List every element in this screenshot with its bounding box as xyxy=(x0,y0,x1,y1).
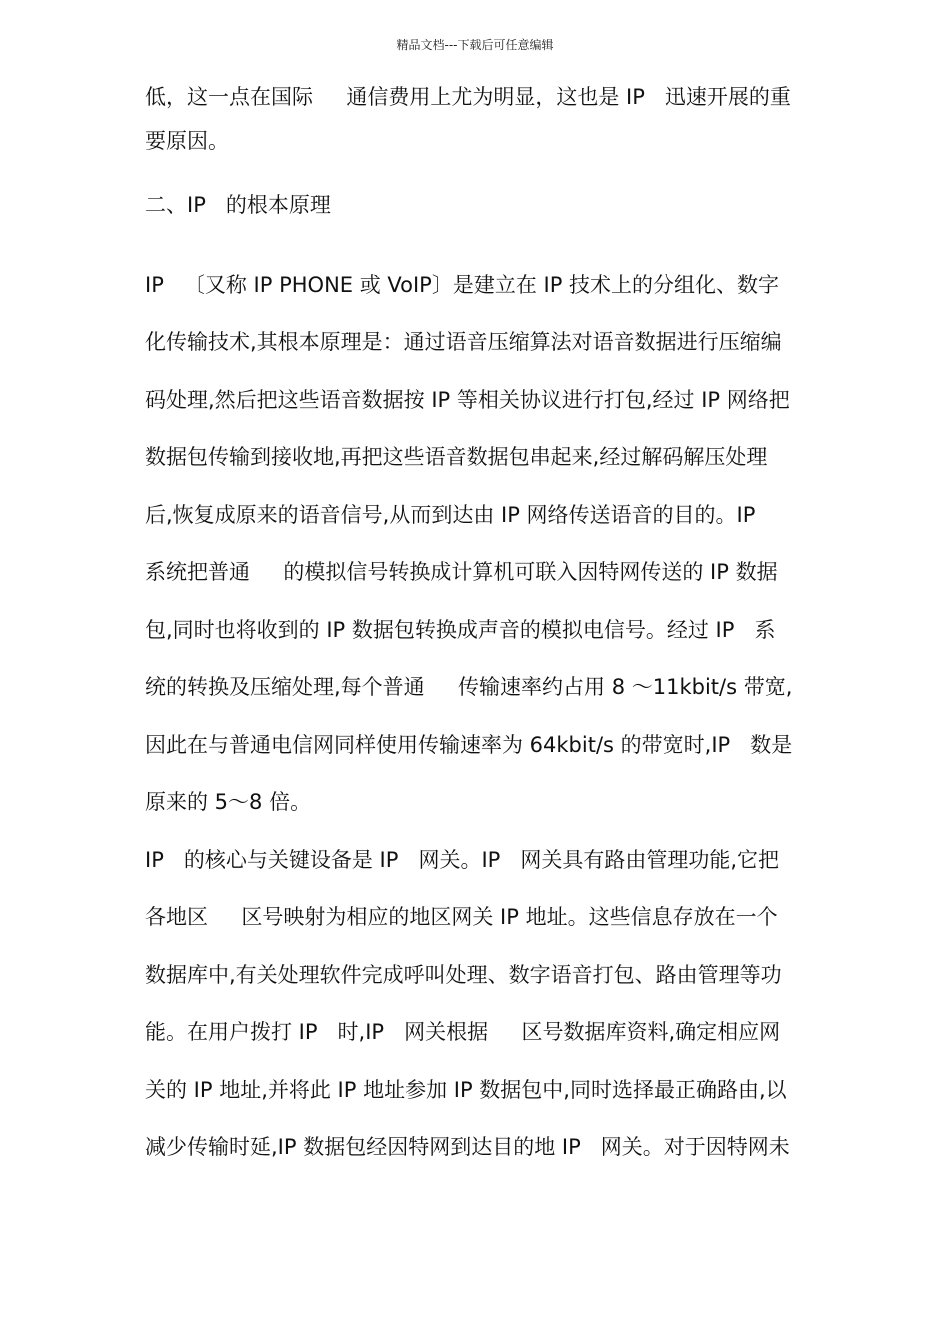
text-line: IP 的核心与关键设备是 IP 网关。IP 网关具有路由管理功能,它把 xyxy=(145,848,779,872)
page-header: 精品文档---下载后可任意编辑 xyxy=(396,38,554,52)
text-line: 化传输技术,其根本原理是：通过语音压缩算法对语音数据进行压缩编 xyxy=(145,330,782,354)
text-line: 因此在与普通电信网同样使用传输速率为 64kbit/s 的带宽时,IP 数是 xyxy=(145,733,793,757)
text-line: 能。在用户拨打 IP 时,IP 网关根据 区号数据库资料,确定相应网 xyxy=(145,1020,781,1044)
text-line: 减少传输时延,IP 数据包经因特网到达目的地 IP 网关。对于因特网未 xyxy=(145,1135,790,1159)
text-line: 后,恢复成原来的语音信号,从而到达由 IP 网络传送语音的目的。IP xyxy=(145,503,756,527)
section-heading: 二、IP 的根本原理 xyxy=(145,193,331,217)
text-line: 数据包传输到接收地,再把这些语音数据包串起来,经过解码解压处理 xyxy=(145,445,768,469)
text-line: 数据库中,有关处理软件完成呼叫处理、数字语音打包、路由管理等功 xyxy=(145,963,782,987)
text-line: 统的转换及压缩处理,每个普通 传输速率约占用 8 ～11kbit/s 带宽, xyxy=(145,675,793,699)
text-line: IP 〔又称 IP PHONE 或 VoIP〕是建立在 IP 技术上的分组化、数字 xyxy=(145,273,780,297)
text-line: 包,同时也将收到的 IP 数据包转换成声音的模拟电信号。经过 IP 系 xyxy=(145,618,776,642)
text-line: 原来的 5～8 倍。 xyxy=(145,790,312,814)
text-line: 码处理,然后把这些语音数据按 IP 等相关协议进行打包,经过 IP 网络把 xyxy=(145,388,790,412)
text-line: 各地区 区号映射为相应的地区网关 IP 地址。这些信息存放在一个 xyxy=(145,905,778,929)
text-line: 关的 IP 地址,并将此 IP 地址参加 IP 数据包中,同时选择最正确路由,以 xyxy=(145,1078,787,1102)
text-line: 低，这一点在国际 通信费用上尤为明显，这也是 IP 迅速开展的重 xyxy=(145,85,791,109)
text-line: 系统把普通 的模拟信号转换成计算机可联入因特网传送的 IP 数据 xyxy=(145,560,778,584)
text-line: 要原因。 xyxy=(145,129,229,153)
